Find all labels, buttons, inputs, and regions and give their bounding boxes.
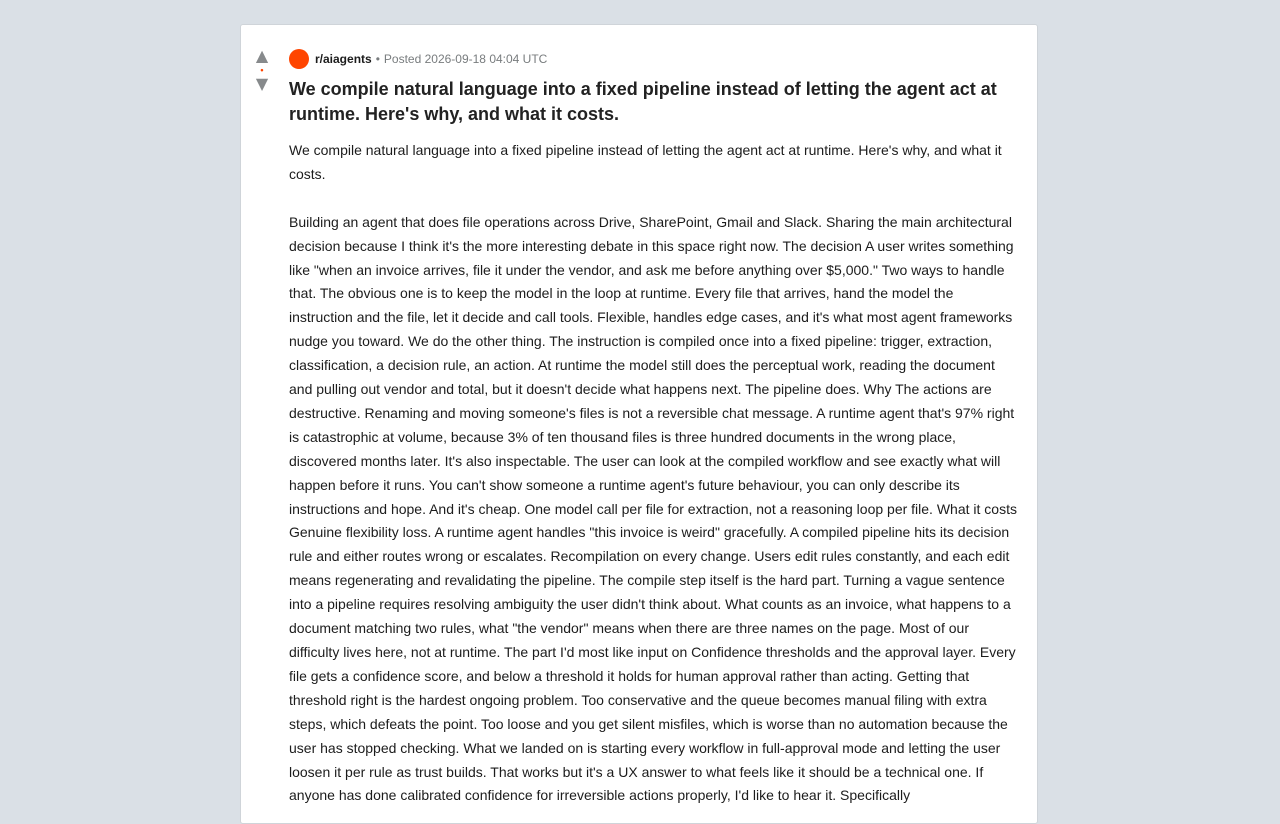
post-body-paragraph: Building an agent that does file operations across Drive, SharePoint, Gmail and Slack. Sharing the main architectural decision because I think it's the more interesting debate in this space right now. The decision A user writes something like "when an invoice arrives, file it under the vendor, and ask me before anything over $5,000." Two ways to handle that. The obvious one is to keep the model in the loop at runtime. Every file that arrives, hand the model the instruction and the file, let it decide and call tools. Flexible, handles edge cases, and it's what most agent frameworks nudge you toward. We do the other thing. The instruction is compiled once into a fixed pipeline: trigger, extraction, classification, a decision rule, an action. At runtime the model still does the perceptual work, reading the document and pulling out vendor and total, but it doesn't decide what happens next. The pipeline does. Why The actions are destructive. Renaming and moving someone's files is not a reversible chat message. A runtime agent that's 97% right is catastrophic at volume, because 3% of ten thousand files is three hundred documents in the wrong place, discovered months later. It's also inspectable. The user can look at the compiled workflow and see exactly what will happen before it runs. You can't show someone a runtime agent's future behaviour, you can only describe its instructions and hope. And it's cheap. One model call per file for extraction, not a reasoning loop per file. What it costs Genuine flexibility loss. A runtime agent handles "this invoice is weird" gracefully. A compiled pipeline hits its decision rule and either routes wrong or escalates. Recompilation on every change. Users edit rules constantly, and each edit means regenerating and revalidating the pipeline. The compile step itself is the hard part. Turning a vague sentence into a pipeline requires resolving ambiguity the user didn't think about. What counts as an invoice, what happens to a document matching two rules, what "the vendor" means when there are three names on the page. Most of our difficulty lives here, not at runtime. The part I'd most like input on Confidence thresholds and the approval layer. Every file gets a confidence score, and below a threshold it holds for human approval rather than acting. Getting that threshold right is the hardest ongoing problem. Too conservative and the queue becomes manual filing with extra steps, which defeats the point. Too loose and you get silent misfiles, which is worse than no automation because the user has stopped checking. What we landed on is starting every workflow in full-approval mode and letting the user loosen it per rule as trust builds. That works but it's a UX answer to what feels like it should be a technical one. If anyone has done calibrated confidence for irreversible actions properly, I'd like to hear it. Specifically (289, 213, 1017, 804)
vote-score: • (260, 65, 264, 75)
upvote-icon[interactable]: ▲ (255, 46, 269, 65)
post-body (289, 139, 1017, 808)
subreddit-link[interactable]: r/aiagents (315, 52, 372, 66)
post-meta (289, 49, 1017, 69)
post-card (240, 24, 1038, 824)
vote-column (241, 47, 283, 93)
post-content (289, 49, 1017, 824)
post-timestamp: Posted 2026-09-18 04:04 UTC (383, 52, 548, 66)
subreddit-avatar[interactable] (289, 49, 309, 69)
downvote-icon[interactable]: ▼ (255, 74, 269, 93)
post-body-paragraph: We compile natural language into a fixed pipeline instead of letting the agent act at runtime. Here's why, and what it costs. (289, 142, 1002, 182)
meta-separator: • (375, 52, 380, 66)
post-title[interactable]: We compile natural language into a fixed pipeline instead of letting the agent act at runtime. Here's why, and what it costs. (289, 79, 997, 124)
